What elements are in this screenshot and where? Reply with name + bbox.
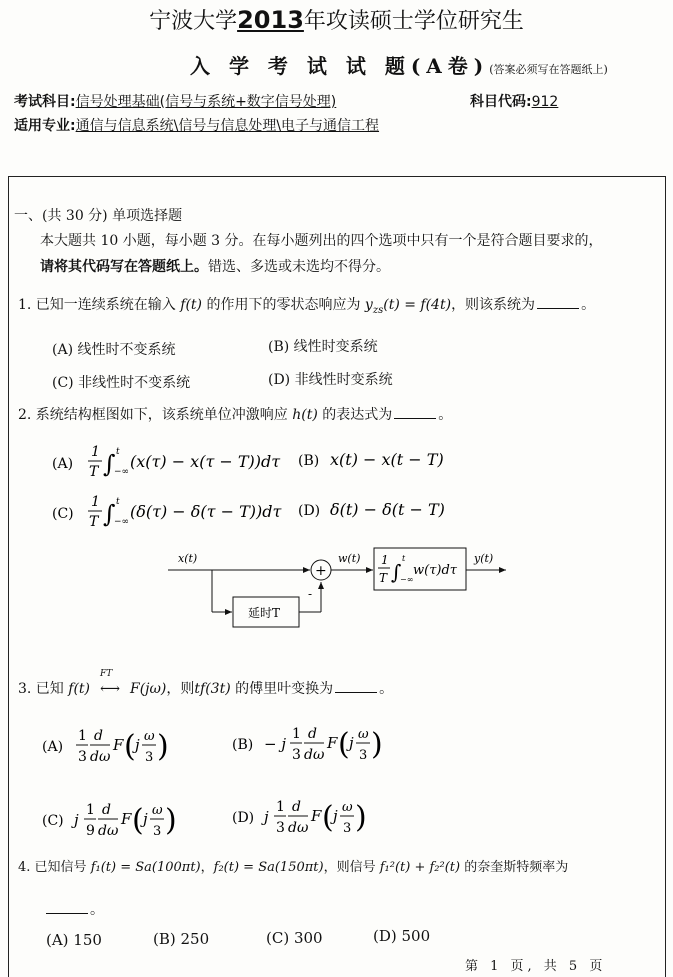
svg-text:(: (	[322, 800, 334, 835]
svg-text:3: 3	[276, 820, 285, 836]
svg-text:ω: ω	[342, 800, 353, 815]
q2-option-d	[298, 500, 445, 519]
subject-code: 科目代码:912	[470, 94, 559, 110]
svg-text:(B): (B)	[298, 453, 320, 469]
subtitle-note: (答案必须写在答题纸上)	[489, 63, 608, 76]
svg-text:∫: ∫	[103, 500, 116, 528]
section-intro-2: 请将其代码写在答题纸上。错选、多选或未选均不得分。	[40, 259, 390, 275]
section-heading: 一、(共 30 分) 单项选择题	[14, 208, 183, 224]
svg-text:延时T: 延时T	[248, 606, 281, 620]
svg-text:(C): (C)	[52, 506, 74, 522]
svg-text:(B): (B)	[232, 737, 254, 753]
svg-text:3: 3	[343, 821, 352, 836]
q4-option-c: (C) 300	[266, 929, 323, 947]
svg-text:(A): (A)	[52, 456, 74, 472]
svg-text:F: F	[121, 810, 132, 828]
svg-text:1: 1	[78, 728, 87, 744]
page-footer: 第 1 页, 共 5 页	[465, 959, 607, 974]
svg-text:1: 1	[91, 494, 100, 510]
svg-text:d: d	[308, 726, 317, 742]
q4-option-b: (B) 250	[153, 930, 210, 948]
q3-option-d	[232, 799, 367, 836]
svg-text:(D): (D)	[298, 503, 321, 519]
svg-text:j: j	[74, 811, 79, 829]
exam-subtitle: 入 学 考 试 试 题(A卷)(答案必须写在答题纸上)	[190, 54, 608, 78]
svg-text:d: d	[292, 799, 301, 815]
svg-text:9: 9	[86, 823, 95, 839]
q1-option-a: (A) 线性时不变系统	[52, 342, 176, 358]
q2-block-diagram	[160, 540, 520, 640]
svg-text:ω: ω	[152, 803, 163, 818]
q3-option-c	[42, 802, 177, 839]
svg-text:j: j	[333, 807, 338, 825]
svg-text:): )	[355, 800, 367, 835]
subject-line: 考试科目:信号处理基础(信号与系统+数字信号处理)	[14, 94, 337, 110]
svg-text:(C): (C)	[42, 813, 64, 829]
q2-stem: 2. 系统结构框图如下，该系统单位冲激响应 h(t) 的表达式为 。	[18, 407, 453, 423]
svg-text:ω: ω	[144, 729, 155, 744]
svg-text:w(τ)dτ: w(τ)dτ	[413, 563, 457, 578]
svg-text:F: F	[311, 807, 322, 825]
q4-blank: 。	[44, 899, 104, 919]
svg-text:j: j	[264, 808, 269, 826]
exam-title: 宁波大学2013年攻读硕士学位研究生	[149, 6, 524, 34]
svg-text:j: j	[349, 734, 354, 752]
svg-text:− j: − j	[264, 735, 286, 753]
svg-text:dω: dω	[90, 749, 111, 765]
svg-text:dω: dω	[288, 820, 309, 836]
q3-stem: 3. 已知 f(t) FT ⟷ F(jω)，则tf(3t) 的傅里叶变换为 。	[18, 669, 394, 697]
q1-stem: 1. 已知一连续系统在输入 f(t) 的作用下的零状态响应为 $y_{zs}(t) = f(4t)$，则该系统为 。	[18, 297, 596, 316]
svg-text:dω: dω	[304, 747, 325, 763]
svg-text:-: -	[308, 587, 313, 601]
svg-text:3: 3	[292, 747, 301, 763]
q3-option-a	[42, 728, 169, 765]
svg-text:(D): (D)	[232, 810, 255, 826]
svg-text:−∞: −∞	[400, 575, 414, 584]
svg-text:1: 1	[86, 802, 95, 818]
svg-text:3: 3	[359, 748, 368, 763]
svg-text:t: t	[116, 447, 120, 457]
svg-text:): )	[165, 803, 177, 838]
svg-text:+: +	[315, 563, 327, 579]
q2-option-a	[52, 444, 281, 480]
q2-option-c	[52, 494, 282, 530]
diagram-output-label: y(t)	[474, 552, 494, 565]
svg-text:t: t	[402, 554, 406, 563]
svg-text:x(t) − x(t − T): x(t) − x(t − T)	[330, 450, 444, 469]
svg-text:1: 1	[292, 726, 301, 742]
svg-text:t: t	[116, 497, 120, 507]
svg-text:(: (	[132, 803, 144, 838]
q1-option-c: (C) 非线性时不变系统	[52, 375, 191, 391]
q4-option-a: (A) 150	[46, 931, 102, 949]
diagram-input-label: x(t)	[178, 552, 198, 565]
q3-options	[36, 718, 456, 848]
svg-text:(x(τ) − x(τ − T))dτ: (x(τ) − x(τ − T))dτ	[130, 452, 281, 471]
svg-text:3: 3	[145, 750, 154, 765]
svg-text:(: (	[124, 729, 136, 764]
svg-text:d: d	[94, 728, 103, 744]
svg-text:j: j	[135, 736, 140, 754]
svg-text:ω: ω	[358, 727, 369, 742]
svg-text:dω: dω	[98, 823, 119, 839]
q4-option-d: (D) 500	[373, 927, 431, 945]
svg-text:T: T	[89, 514, 99, 530]
integral-sign: ∫	[103, 450, 116, 478]
q1-option-b: (B) 线性时变系统	[268, 339, 378, 355]
major-line: 适用专业:通信与信息系统\信号与信息处理\电子与通信工程	[14, 118, 380, 134]
svg-text:): )	[371, 727, 383, 762]
svg-text:−∞: −∞	[114, 517, 130, 527]
q2-option-b	[298, 450, 444, 469]
svg-text:): )	[157, 729, 169, 764]
diagram-w-label: w(t)	[338, 552, 361, 565]
q3-option-b	[232, 726, 383, 763]
svg-text:3: 3	[78, 749, 87, 765]
q1-option-d: (D) 非线性时变系统	[268, 372, 393, 388]
svg-text:−∞: −∞	[114, 467, 130, 477]
svg-text:F: F	[327, 734, 338, 752]
section-intro-1: 本大题共 10 小题，每小题 3 分。在每小题列出的四个选项中只有一个是符合题目要求的，	[40, 233, 603, 249]
q4-stem: 4. 已知信号 f₁(t) = Sa(100πt)，f₂(t) = Sa(150πt)，则信号 f₁²(t) + f₂²(t) 的奈奎斯特频率为	[18, 860, 569, 875]
svg-text:1: 1	[276, 799, 285, 815]
svg-text:δ(t) − δ(t − T): δ(t) − δ(t − T)	[330, 500, 445, 519]
q2-options	[40, 436, 480, 536]
svg-text:1: 1	[91, 444, 100, 460]
svg-text:∫: ∫	[391, 560, 402, 584]
svg-text:j: j	[143, 810, 148, 828]
svg-text:F: F	[113, 736, 124, 754]
svg-text:(: (	[338, 727, 350, 762]
svg-text:(δ(τ) − δ(τ − T))dτ: (δ(τ) − δ(τ − T))dτ	[130, 502, 282, 521]
svg-text:T: T	[89, 464, 99, 480]
svg-text:T: T	[379, 571, 388, 585]
svg-text:3: 3	[153, 824, 162, 839]
svg-text:(A): (A)	[42, 739, 64, 755]
svg-text:1: 1	[381, 553, 389, 567]
svg-text:d: d	[102, 802, 111, 818]
